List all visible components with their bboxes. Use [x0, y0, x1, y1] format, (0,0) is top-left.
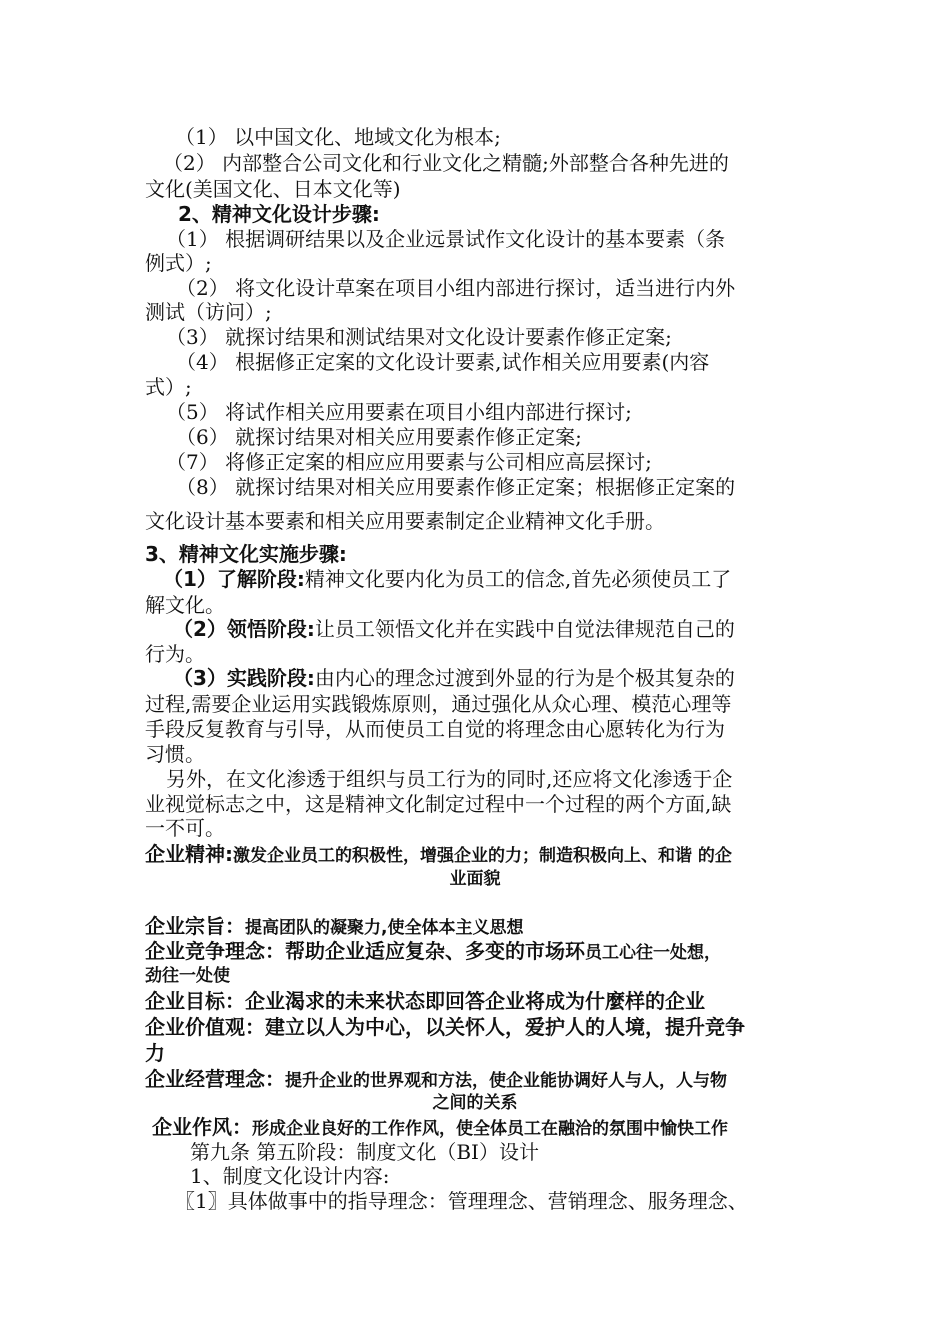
value-line — [145, 913, 523, 941]
text-line: （7） 将修正定案的相应应用要素与公司相应高层探讨; — [166, 450, 652, 474]
stage-label: （2）领悟阶段: — [173, 617, 315, 641]
value-label: 企业作风： — [152, 1115, 252, 1139]
value-line: 企业目标：企业渴求的未来状态即回答企业将成为什麼样的企业 — [145, 989, 705, 1013]
value-line: 业面貌 — [449, 869, 501, 889]
stage-text: 由内心的理念过渡到外显的行为是个极其复杂的 — [314, 666, 735, 690]
text-line: 测试（访问）; — [145, 300, 272, 324]
value-text: 激发企业员工的积极性，增强企业的力；制造积极向上、和谐 的企 — [233, 846, 732, 866]
value-label: 企业宗旨： — [145, 914, 245, 938]
value-line — [145, 841, 732, 869]
section-heading: 3、精神文化实施步骤: — [145, 542, 347, 566]
text-line: 解文化。 — [145, 593, 225, 617]
text-line: 另外，在文化渗透于组织与员工行为的同时,还应将文化渗透于企 — [166, 767, 733, 791]
value-line: 之间的关系 — [432, 1093, 518, 1113]
section-heading: 1、制度文化设计内容: — [190, 1164, 390, 1188]
value-line — [145, 938, 721, 966]
text-line: 习惯。 — [145, 742, 205, 766]
text-line: （6） 就探讨结果对相关应用要素作修正定案; — [176, 425, 582, 449]
text-line: 例式）; — [145, 251, 212, 275]
value-line — [152, 1114, 728, 1142]
stage-label: （3）实践阶段: — [173, 666, 315, 690]
text-line: 式）; — [145, 375, 192, 399]
text-line — [173, 616, 735, 642]
text-line: 文化设计基本要素和相关应用要素制定企业精神文化手册。 — [145, 509, 665, 533]
text-line: 过程,需要企业运用实践锻炼原则，通过强化从众心理、模范心理等 — [145, 692, 732, 716]
value-line: 企业价值观：建立以人为中心，以关怀人，爱护人的人境，提升竞争 — [145, 1015, 745, 1039]
value-text: 提高团队的凝聚力,使全体本主义思想 — [245, 918, 524, 938]
text-line: 业视觉标志之中，这是精神文化制定过程中一个过程的两个方面,缺 — [145, 792, 732, 816]
text-line: 〖1〗具体做事中的指导理念：管理理念、营销理念、服务理念、 — [175, 1189, 748, 1213]
stage-text: 精神文化要内化为员工的信念,首先必须使员工了 — [304, 567, 732, 591]
value-text: 员工心往一处想， — [585, 943, 721, 963]
article-heading: 第九条 第五阶段：制度文化（BI）设计 — [190, 1140, 539, 1164]
section-heading: 2、精神文化设计步骤: — [178, 202, 380, 226]
text-line: （2） 将文化设计草案在项目小组内部进行探讨，适当进行内外 — [176, 276, 736, 300]
text-line: （2） 内部整合公司文化和行业文化之精髓;外部整合各种先进的 — [163, 151, 729, 175]
text-line: 行为。 — [145, 642, 205, 666]
text-line: （1） 根据调研结果以及企业远景试作文化设计的基本要素（条 — [166, 227, 726, 251]
value-text: 提升企业的世界观和方法，使企业能协调好人与人，人与物 — [285, 1071, 727, 1091]
text-line: （5） 将试作相关应用要素在项目小组内部进行探讨; — [166, 400, 632, 424]
text-line: （4） 根据修正定案的文化设计要素,试作相关应用要素(内容 — [176, 350, 710, 374]
value-label: 企业精神: — [145, 842, 233, 866]
value-label: 企业竞争理念：帮助企业适应复杂、多变的市场环 — [145, 939, 585, 963]
value-line: 劲往一处使 — [145, 966, 230, 986]
value-text: 形成企业良好的工作作风，使全体员工在融洽的氛围中愉快工作 — [252, 1119, 728, 1139]
text-line: 一不可。 — [145, 816, 225, 840]
text-line: （8） 就探讨结果对相关应用要素作修正定案；根据修正定案的 — [176, 475, 736, 499]
stage-label: （1）了解阶段: — [163, 567, 305, 591]
value-label: 企业经营理念： — [145, 1067, 285, 1091]
text-line — [163, 566, 731, 592]
text-line: 手段反复教育与引导，从而使员工自觉的将理念由心愿转化为行为 — [145, 717, 725, 741]
text-line: 文化(美国文化、日本文化等) — [145, 177, 401, 201]
text-line: （1） 以中国文化、地域文化为根本; — [175, 125, 501, 149]
value-line: 力 — [145, 1041, 165, 1065]
stage-text: 让员工领悟文化并在实践中自觉法律规范自己的 — [314, 617, 735, 641]
text-line — [173, 665, 735, 691]
text-line: （3） 就探讨结果和测试结果对文化设计要素作修正定案; — [166, 325, 672, 349]
